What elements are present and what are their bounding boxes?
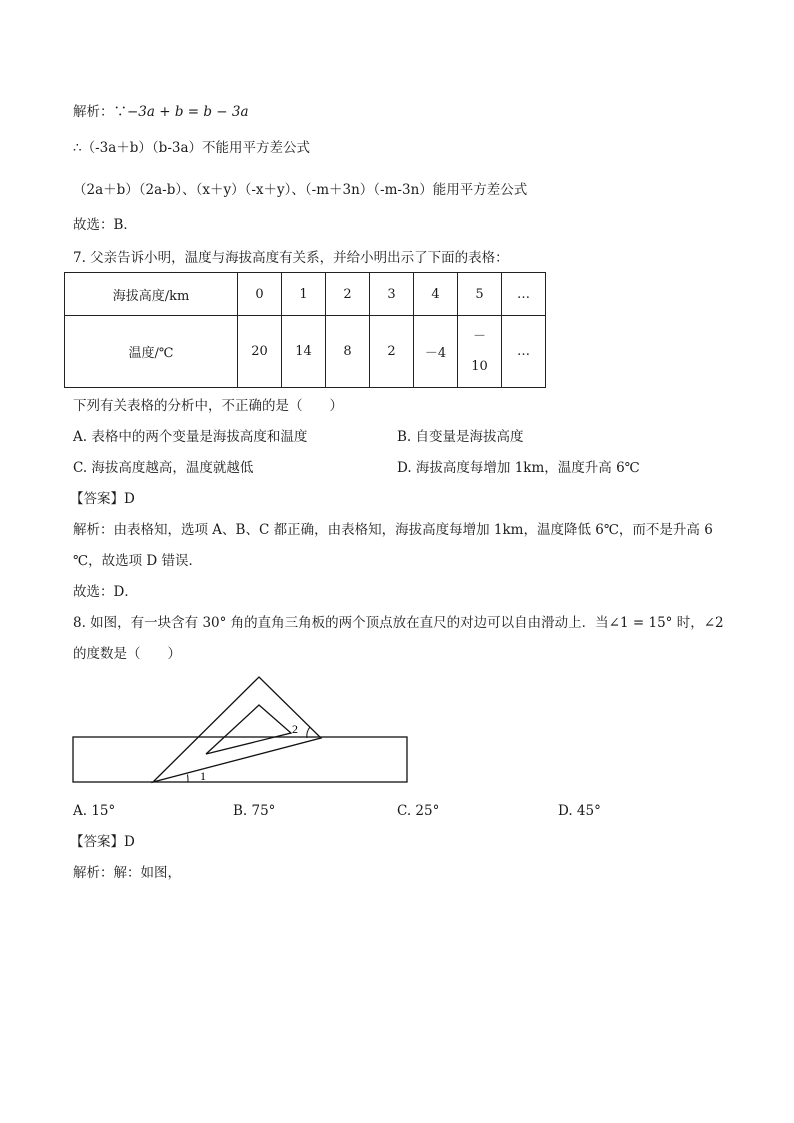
table-cell: 2	[370, 316, 414, 388]
table-cell: 0	[238, 273, 282, 316]
q8-option-b: B. 75°	[233, 803, 276, 819]
table-cell-wrapped	[471, 322, 488, 382]
table-row	[65, 273, 546, 316]
table-cell: 5	[458, 273, 502, 316]
ruler-triangle-figure	[70, 672, 415, 788]
table-cell: …	[502, 316, 546, 388]
q6-analysis-line	[73, 103, 249, 121]
q8-question-line2: 的度数是（ ）	[73, 646, 181, 662]
angle1-arc	[188, 775, 189, 783]
table-cell: 4	[414, 273, 458, 316]
q7-answer: 【答案】D	[70, 491, 135, 507]
q7-choice: 故选：D．	[73, 584, 138, 600]
table-cell: 3	[370, 273, 414, 316]
q6-conclusion-line: ∴（-3a＋b）（b-3a）不能用平方差公式	[73, 140, 311, 156]
q7-analysis-line1: 解析：由表格知，选项 A、B、C 都正确，由表格知，海拔高度每增加 1km，温度降低 6℃，而不是升高 6	[73, 522, 713, 538]
altitude-temperature-table	[64, 272, 546, 388]
q6-choice: 故选：B．	[73, 217, 137, 233]
q7-analysis-line2: ℃，故选项 D 错误．	[73, 553, 203, 569]
angle2-arc	[307, 727, 310, 738]
q7-option-d: D. 海拔高度每增加 1km，温度升高 6℃	[397, 460, 640, 476]
q7-option-c: C. 海拔高度越高，温度就越低	[73, 460, 254, 476]
table-cell: 8	[326, 316, 370, 388]
table-row	[65, 316, 546, 388]
q6-applicable-line: （2a＋b）（2a-b）、（x＋y）（-x＋y）、（-m＋3n）（-m-3n）能用平方差公式	[73, 182, 528, 198]
q7-option-b: B. 自变量是海拔高度	[397, 429, 524, 445]
q8-question-line1: 8. 如图，有一块含有 30° 角的直角三角板的两个顶点放在直尺的对边可以自由滑动上．当∠1 = 15° 时，∠2	[73, 615, 724, 631]
table-header-altitude: 海拔高度/km	[65, 273, 238, 316]
q7-question: 7. 父亲告诉小明，温度与海拔高度有关系，并给小明出示了下面的表格：	[73, 250, 509, 266]
table-cell	[458, 316, 502, 388]
q8-option-d: D. 45°	[558, 803, 601, 819]
q7-option-a: A. 表格中的两个变量是海拔高度和温度	[73, 429, 308, 445]
angle2-label: 2	[292, 722, 298, 736]
table-cell: 2	[326, 273, 370, 316]
table-cell: …	[502, 273, 546, 316]
table-cell: 20	[238, 316, 282, 388]
q6-analysis-expr: −3a + b = b − 3a	[127, 104, 249, 120]
table-header-temperature: 温度/℃	[65, 316, 238, 388]
table-cell: 1	[282, 273, 326, 316]
triangle-inner	[206, 705, 291, 754]
q8-option-c: C. 25°	[397, 803, 440, 819]
table-cell: －4	[414, 316, 458, 388]
q8-option-a: A. 15°	[73, 803, 116, 819]
q8-answer: 【答案】D	[70, 834, 135, 850]
q6-analysis-prefix: 解析：∵	[73, 104, 127, 120]
q8-analysis: 解析：解：如图，	[73, 865, 181, 881]
table-cell-sign: －	[472, 328, 486, 344]
table-cell: 14	[282, 316, 326, 388]
table-cell-digits: 10	[471, 358, 488, 374]
angle1-label: 1	[200, 769, 206, 783]
q7-prompt: 下列有关表格的分析中，不正确的是（ ）	[73, 398, 343, 414]
